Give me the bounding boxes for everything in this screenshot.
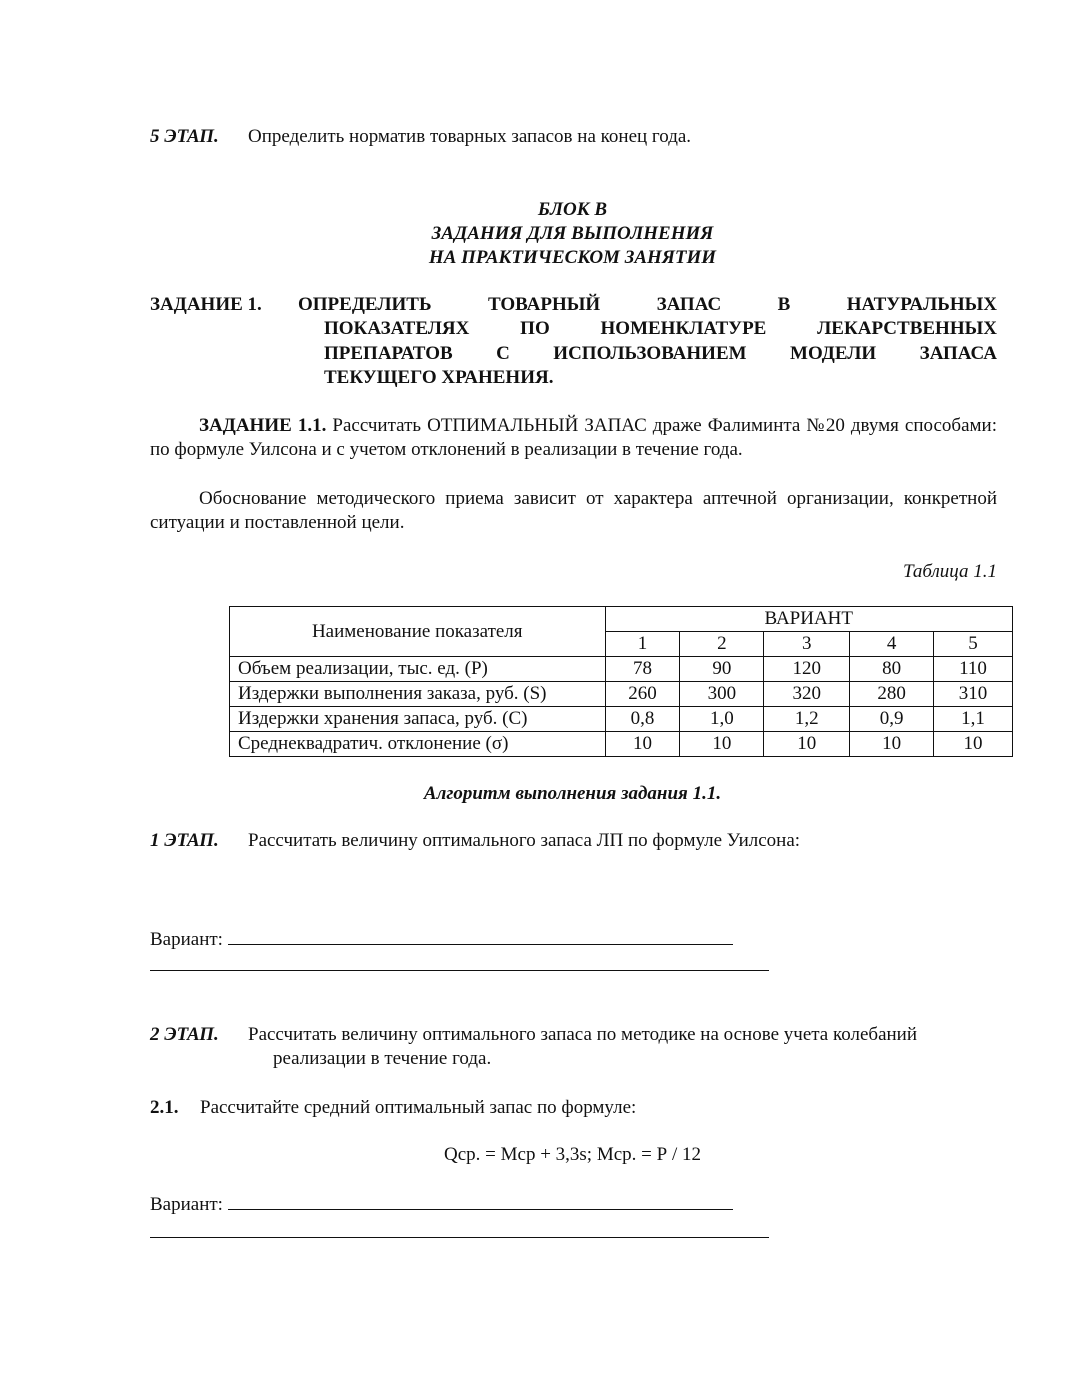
table-header-row <box>230 607 1013 632</box>
block-title-1: БЛОК В <box>537 199 608 220</box>
task1-line: ПОКАЗАТЕЛЯХ ПО НОМЕНКЛАТУРЕ ЛЕКАРСТВЕННЫХ <box>324 318 997 340</box>
answer-blank-line-2[interactable] <box>150 970 769 971</box>
row-name: Объем реализации, тыс. ед. (Р) <box>230 657 606 682</box>
stage5-line <box>150 125 691 149</box>
table-cell: 0,9 <box>850 707 934 732</box>
table-cell: 1,2 <box>764 707 850 732</box>
variant-answer-1 <box>150 927 733 952</box>
stage1-text: Рассчитать величину оптимального запаса ЛП по формуле Уилсона: <box>248 830 801 851</box>
stage1-line <box>150 829 800 853</box>
step21-label: 2.1. <box>150 1097 179 1118</box>
task11-label: ЗАДАНИЕ 1.1. <box>199 415 327 436</box>
stage5-label: 5 ЭТАП. <box>150 126 219 147</box>
table-cell: 90 <box>680 657 764 682</box>
table-cell: 0,8 <box>605 707 680 732</box>
stage2-label: 2 ЭТАП. <box>150 1024 219 1045</box>
table-cell: 110 <box>934 657 1013 682</box>
table-cell: 80 <box>850 657 934 682</box>
task11-paragraph <box>150 414 997 463</box>
variant-answer-2 <box>150 1192 733 1217</box>
algorithm-title: Алгоритм выполнения задания 1.1. <box>423 783 722 804</box>
row-name: Издержки выполнения заказа, руб. (S) <box>230 682 606 707</box>
table-cell: 10 <box>764 732 850 757</box>
task11-text: Рассчитать ОТПИМАЛЬНЫЙ ЗАПАС драже Фалиминта №20 двумя способами: по формуле Уилсона и с учетом отклонений в реализации в течение года. <box>150 415 998 461</box>
stage2-text-cont: реализации в течение года. <box>273 1048 492 1069</box>
table-cell: 1,0 <box>680 707 764 732</box>
variant-label: Вариант: <box>150 1194 223 1215</box>
table-cell: 300 <box>680 682 764 707</box>
task1-number: ЗАДАНИЕ 1. <box>150 294 262 315</box>
table-cell: 10 <box>605 732 680 757</box>
rationale-paragraph: Обоснование методического приема зависит от характера аптечной организации, конкретной ситуации и поставленной цели. <box>150 488 997 534</box>
table-caption: Таблица 1.1 <box>903 561 997 582</box>
task1-line: ОПРЕДЕЛИТЬ ТОВАРНЫЙ ЗАПАС В НАТУРАЛЬНЫХ <box>298 294 997 315</box>
stage5-text: Определить норматив товарных запасов на конец года. <box>248 126 692 147</box>
header-name: Наименование показателя <box>230 607 606 657</box>
table-cell: 120 <box>764 657 850 682</box>
answer-blank-line-2[interactable] <box>150 1237 769 1238</box>
table-cell: 10 <box>680 732 764 757</box>
table-row <box>230 707 1013 732</box>
table-row <box>230 682 1013 707</box>
table-cell: 1,1 <box>934 707 1013 732</box>
formula: Qср. = Мср + 3,3s; Мср. = Р / 12 <box>444 1144 701 1165</box>
step21-line <box>150 1096 636 1120</box>
block-title-3: НА ПРАКТИЧЕСКОМ ЗАНЯТИИ <box>428 247 717 268</box>
variant-cell: 5 <box>934 632 1013 657</box>
answer-blank-line[interactable] <box>228 927 733 945</box>
table-cell: 78 <box>605 657 680 682</box>
header-variant: ВАРИАНТ <box>605 607 1013 632</box>
table-cell: 310 <box>934 682 1013 707</box>
table-cell: 280 <box>850 682 934 707</box>
stage2-line <box>150 1023 917 1047</box>
variant-cell: 3 <box>764 632 850 657</box>
block-title-2: ЗАДАНИЯ ДЛЯ ВЫПОЛНЕНИЯ <box>431 223 714 244</box>
variant-cell: 2 <box>680 632 764 657</box>
row-name: Издержки хранения запаса, руб. (С) <box>230 707 606 732</box>
variant-cell: 4 <box>850 632 934 657</box>
data-table <box>229 606 1013 757</box>
task1-line: ПРЕПАРАТОВ С ИСПОЛЬЗОВАНИЕМ МОДЕЛИ ЗАПАСА <box>324 342 997 364</box>
answer-blank-line[interactable] <box>228 1192 733 1210</box>
table-cell: 10 <box>934 732 1013 757</box>
table-row <box>230 657 1013 682</box>
table-cell: 260 <box>605 682 680 707</box>
table-cell: 320 <box>764 682 850 707</box>
row-name: Среднеквадратич. отклонение (σ) <box>230 732 606 757</box>
task1-line: ТЕКУЩЕГО ХРАНЕНИЯ. <box>324 366 554 388</box>
table-cell: 10 <box>850 732 934 757</box>
table-row <box>230 732 1013 757</box>
variant-cell: 1 <box>605 632 680 657</box>
task1-heading <box>150 293 997 390</box>
step21-text: Рассчитайте средний оптимальный запас по формуле: <box>200 1097 637 1118</box>
stage1-label: 1 ЭТАП. <box>150 830 219 851</box>
variant-label: Вариант: <box>150 929 223 950</box>
stage2-text: Рассчитать величину оптимального запаса по методике на основе учета колебаний <box>248 1024 918 1045</box>
